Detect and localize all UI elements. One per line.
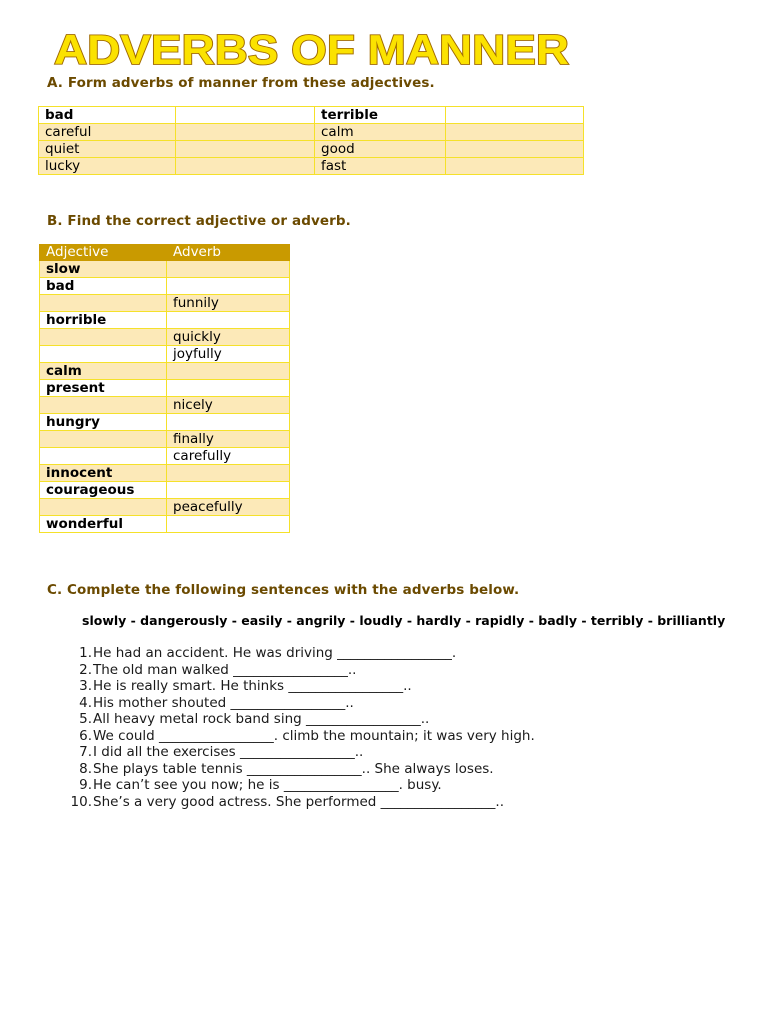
table-row [40, 431, 290, 448]
adjective-cell: courageous [40, 482, 167, 499]
word-bank: slowly - dangerously - easily - angrily - loudly - hardly - rapidly - badly - terribly - brilliantly [82, 613, 726, 628]
answer-cell[interactable] [446, 158, 584, 175]
table-row [39, 107, 584, 124]
sentence-text: He can’t see you now; he is _________________. busy. [93, 777, 442, 793]
adverb-cell: quickly [167, 329, 290, 346]
table-row [40, 499, 290, 516]
table-row [40, 380, 290, 397]
adjectives-table [38, 106, 584, 175]
table-row [40, 363, 290, 380]
sentence-number: 5. [79, 711, 92, 727]
answer-cell[interactable] [446, 107, 584, 124]
adverb-cell[interactable] [167, 465, 290, 482]
table-row [40, 261, 290, 278]
adverb-cell[interactable] [167, 482, 290, 499]
section-c-heading: C. Complete the following sentences with the adverbs below. [47, 582, 520, 598]
adverb-cell[interactable] [167, 312, 290, 329]
list-item [62, 695, 535, 712]
adjective-cell: bad [40, 278, 167, 295]
sentence-number: 8. [79, 760, 92, 777]
adverb-cell: finally [167, 431, 290, 448]
adverb-cell: peacefully [167, 499, 290, 516]
sentence-number: 6. [79, 727, 92, 744]
table-row [39, 124, 584, 141]
table-row [40, 278, 290, 295]
list-item [62, 678, 535, 695]
table-row [39, 158, 584, 175]
list-item [62, 662, 535, 679]
adjective-cell[interactable] [40, 397, 167, 414]
section-b-heading: B. Find the correct adjective or adverb. [47, 213, 351, 229]
table-row [40, 414, 290, 431]
adjective-cell[interactable] [40, 431, 167, 448]
sentence-text: All heavy metal rock band sing _________________.. [93, 711, 430, 727]
sentence-text: She plays table tennis _________________.. She always loses. [93, 760, 494, 777]
adjective-cell[interactable] [40, 329, 167, 346]
page-title-text: ADVERBS OF MANNER [54, 26, 569, 73]
sentence-list [62, 645, 535, 810]
adjective-cell[interactable] [40, 346, 167, 363]
list-item [62, 728, 535, 745]
adverb-cell: carefully [167, 448, 290, 465]
list-item [62, 744, 535, 761]
table-row [40, 346, 290, 363]
sentence-number: 1. [79, 645, 92, 661]
list-item [62, 645, 535, 662]
adjective-cell: present [40, 380, 167, 397]
sentence-number: 10. [70, 793, 92, 810]
sentence-text: He had an accident. He was driving _________________. [93, 645, 457, 661]
table-row [39, 141, 584, 158]
list-item [62, 794, 535, 811]
table-row [40, 329, 290, 346]
sentence-text: We could _________________. climb the mountain; it was very high. [93, 727, 535, 744]
adjective-adverb-table [39, 244, 290, 533]
adjective-cell: calm [315, 124, 446, 141]
adjective-cell: lucky [39, 158, 176, 175]
adverb-cell[interactable] [167, 380, 290, 397]
list-item [62, 777, 535, 794]
sentence-text: His mother shouted _________________.. [93, 694, 354, 711]
section-a-heading: A. Form adverbs of manner from these adjectives. [47, 75, 435, 91]
adjective-cell: terrible [315, 107, 446, 124]
adjective-cell[interactable] [40, 499, 167, 516]
sentence-text: He is really smart. He thinks _________________.. [93, 678, 412, 694]
table-row [40, 397, 290, 414]
adjective-cell: fast [315, 158, 446, 175]
adverb-cell[interactable] [167, 261, 290, 278]
table-row [40, 482, 290, 499]
adjective-cell: good [315, 141, 446, 158]
table-row [40, 465, 290, 482]
table-row [40, 448, 290, 465]
adjective-cell: innocent [40, 465, 167, 482]
adjective-cell: calm [40, 363, 167, 380]
sentence-number: 9. [79, 777, 92, 793]
answer-cell[interactable] [446, 141, 584, 158]
adverb-cell: funnily [167, 295, 290, 312]
answer-cell[interactable] [176, 124, 315, 141]
adverb-cell[interactable] [167, 414, 290, 431]
sentence-text: I did all the exercises _________________.. [93, 744, 364, 760]
column-header-adverb: Adverb [167, 244, 290, 261]
sentence-text: The old man walked _________________.. [93, 661, 357, 678]
adjective-cell: slow [40, 261, 167, 278]
table-header-row [40, 244, 290, 261]
answer-cell[interactable] [176, 158, 315, 175]
list-item [62, 711, 535, 728]
adjective-cell: hungry [40, 414, 167, 431]
sentence-number: 3. [79, 678, 92, 694]
table-row [40, 516, 290, 533]
adjective-cell[interactable] [40, 295, 167, 312]
sentence-number: 2. [79, 661, 92, 678]
adverb-cell[interactable] [167, 278, 290, 295]
column-header-adjective: Adjective [40, 244, 167, 261]
adjective-cell[interactable] [40, 448, 167, 465]
adverb-cell[interactable] [167, 516, 290, 533]
table-row [40, 295, 290, 312]
page-title [52, 22, 582, 76]
sentence-number: 4. [79, 694, 92, 711]
table-row [40, 312, 290, 329]
adjective-cell: quiet [39, 141, 176, 158]
adjective-cell: careful [39, 124, 176, 141]
answer-cell[interactable] [446, 124, 584, 141]
adjective-cell: bad [39, 107, 176, 124]
list-item [62, 761, 535, 778]
sentence-text: She’s a very good actress. She performed _________________.. [93, 793, 505, 810]
adjective-cell: wonderful [40, 516, 167, 533]
adjective-cell: horrible [40, 312, 167, 329]
answer-cell[interactable] [176, 107, 315, 124]
adverb-cell: nicely [167, 397, 290, 414]
sentence-number: 7. [79, 744, 92, 760]
adverb-cell[interactable] [167, 363, 290, 380]
adverb-cell: joyfully [167, 346, 290, 363]
answer-cell[interactable] [176, 141, 315, 158]
